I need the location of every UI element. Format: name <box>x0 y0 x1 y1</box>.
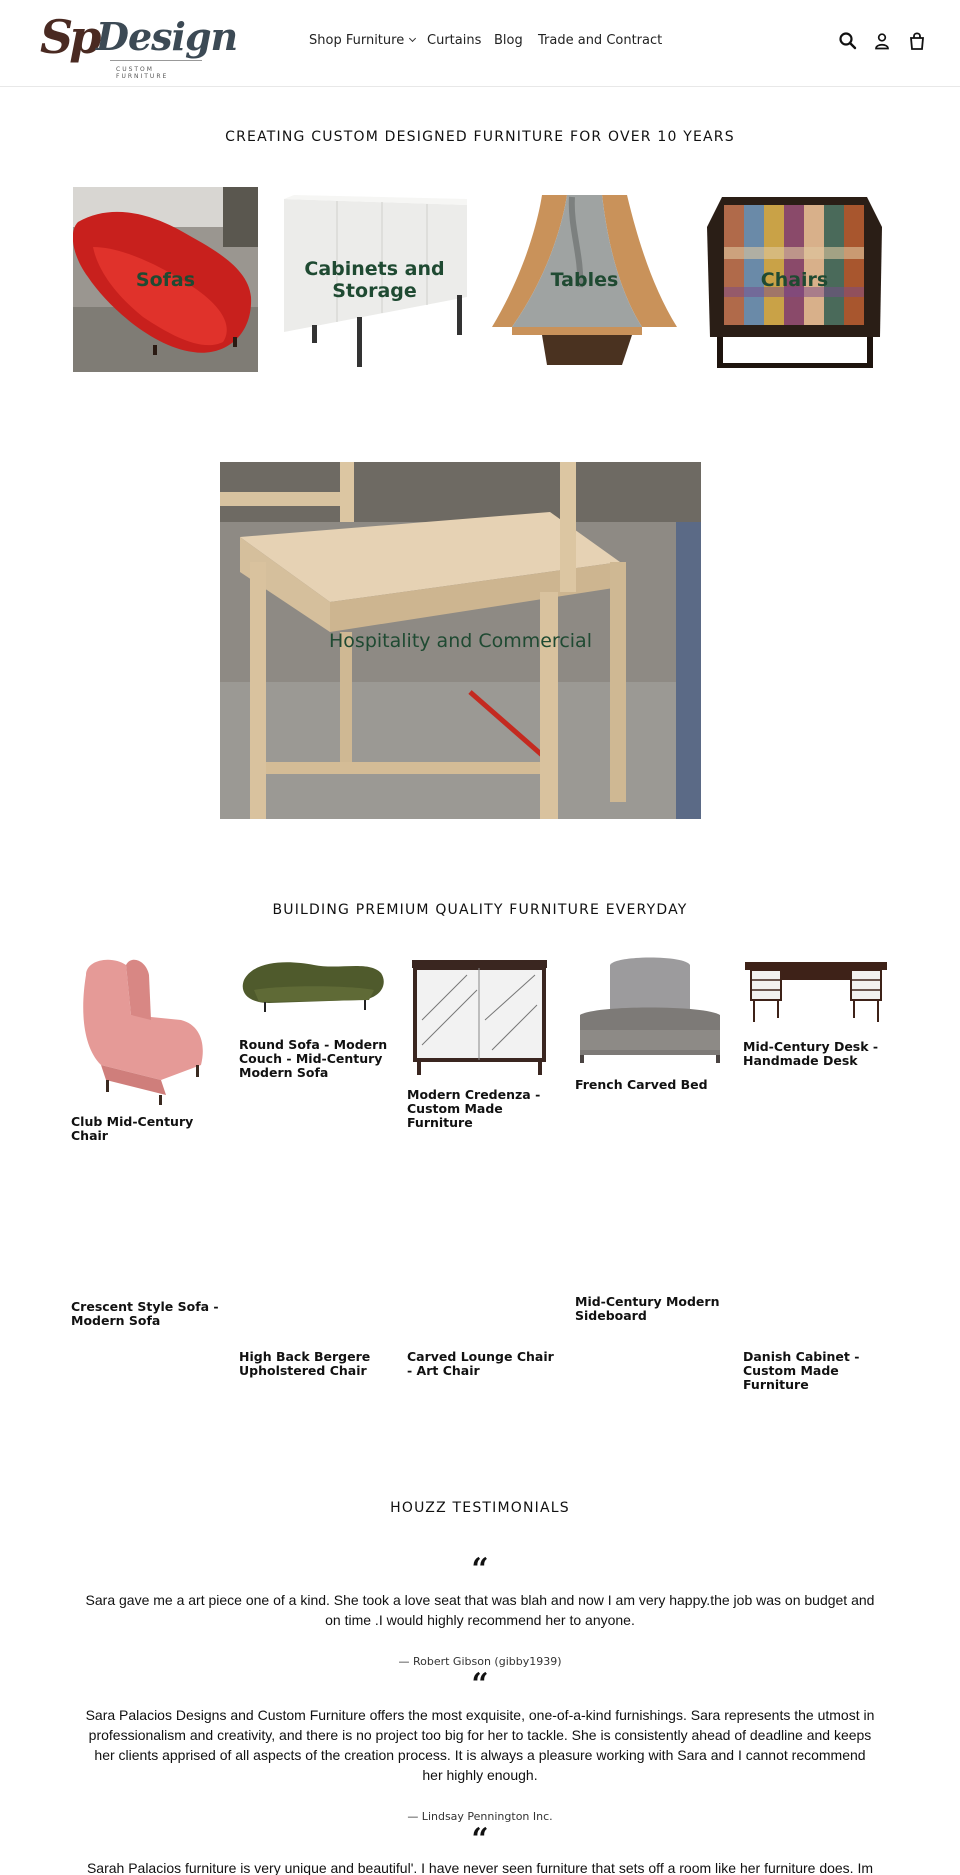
product-name: Mid-Century Desk - Handmade Desk <box>743 1039 879 1068</box>
intro-title: CREATING CUSTOM DESIGNED FURNITURE FOR OVER 10 YEARS <box>225 129 735 145</box>
product-name: Danish Cabinet - Custom Made Furniture <box>743 1349 860 1392</box>
logo-tagline: CUSTOM FURNITURE <box>116 66 169 80</box>
category-label: Tables <box>550 268 619 291</box>
hospitality-label: Hospitality and Commercial <box>329 629 592 652</box>
nav-blog[interactable]: Blog <box>494 33 523 48</box>
product-name: Crescent Style Sofa - Modern Sofa <box>71 1299 219 1328</box>
logo-word: Design <box>96 14 238 59</box>
nav-curtains[interactable]: Curtains <box>427 33 482 48</box>
chevron-down-icon <box>409 35 416 42</box>
product-image <box>71 955 221 1105</box>
testimonial-author: — Lindsay Pennington Inc. <box>407 1810 553 1823</box>
testimonial-author: — Robert Gibson (gibby1939) <box>398 1655 562 1668</box>
product-image <box>407 960 557 1075</box>
product-image <box>239 955 389 1015</box>
site-header <box>0 0 960 87</box>
product-name: Club Mid-Century Chair <box>71 1114 194 1143</box>
nav-label: Shop Furniture <box>309 33 405 48</box>
testimonials-title: HOUZZ TESTIMONIALS <box>390 1500 570 1516</box>
category-tables[interactable] <box>492 187 677 372</box>
account-icon[interactable] <box>872 31 892 51</box>
testimonial-text: Sara Palacios Designs and Custom Furniture offers the most exquisite, one-of-a-kind furnishings. Sara represents the utmost in professionalism and creativity, and there is no project too big for her to tackle. She is consistently ahead of deadline and keeps her clients apprised of all aspects of the creation process. It is always a pleasure working with Sara and I cannot recommend her highly enough. <box>85 1707 875 1783</box>
category-label: Chairs <box>760 268 829 291</box>
site-logo[interactable] <box>40 10 238 80</box>
category-cabinets-and-storage[interactable] <box>282 187 467 372</box>
product-name: Carved Lounge Chair - Art Chair <box>407 1349 554 1378</box>
cart-icon[interactable] <box>907 31 927 51</box>
product-name: French Carved Bed <box>575 1077 708 1092</box>
quote-icon: “ <box>471 1822 489 1857</box>
category-chairs[interactable] <box>702 187 887 372</box>
testimonial-text: Sarah Palacios furniture is very unique and beautiful'. I have never seen furniture that sets off a room like her furniture does. Im <box>86 1860 874 1875</box>
product-name: High Back Bergere Upholstered Chair <box>239 1349 371 1378</box>
category-label: Cabinets and Storage <box>304 257 445 302</box>
product-name: Mid-Century Modern Sideboard <box>575 1294 720 1323</box>
nav-trade-and-contract[interactable]: Trade and Contract <box>538 33 663 48</box>
product-image <box>743 960 893 1025</box>
product-image <box>575 955 725 1065</box>
search-icon[interactable] <box>838 31 858 51</box>
hospitality-banner[interactable] <box>220 462 701 819</box>
product-name: Round Sofa - Modern Couch - Mid-Century Modern Sofa <box>239 1037 388 1080</box>
category-sofas[interactable] <box>73 187 258 372</box>
testimonial-text: Sara gave me a art piece one of a kind. She took a love seat that was blah and now I am very happy.the job was on budget and on time .I would highly recommend her to anyone. <box>85 1592 875 1628</box>
logo-mark: Sp <box>40 10 98 64</box>
category-label: Sofas <box>135 268 196 291</box>
featured-title: BUILDING PREMIUM QUALITY FURNITURE EVERYDAY <box>272 902 688 918</box>
logo-rule <box>110 60 202 61</box>
nav-shop-furniture[interactable] <box>309 33 415 48</box>
quote-icon: “ <box>471 1667 489 1702</box>
quote-icon: “ <box>471 1552 489 1587</box>
product-name: Modern Credenza - Custom Made Furniture <box>407 1087 541 1130</box>
